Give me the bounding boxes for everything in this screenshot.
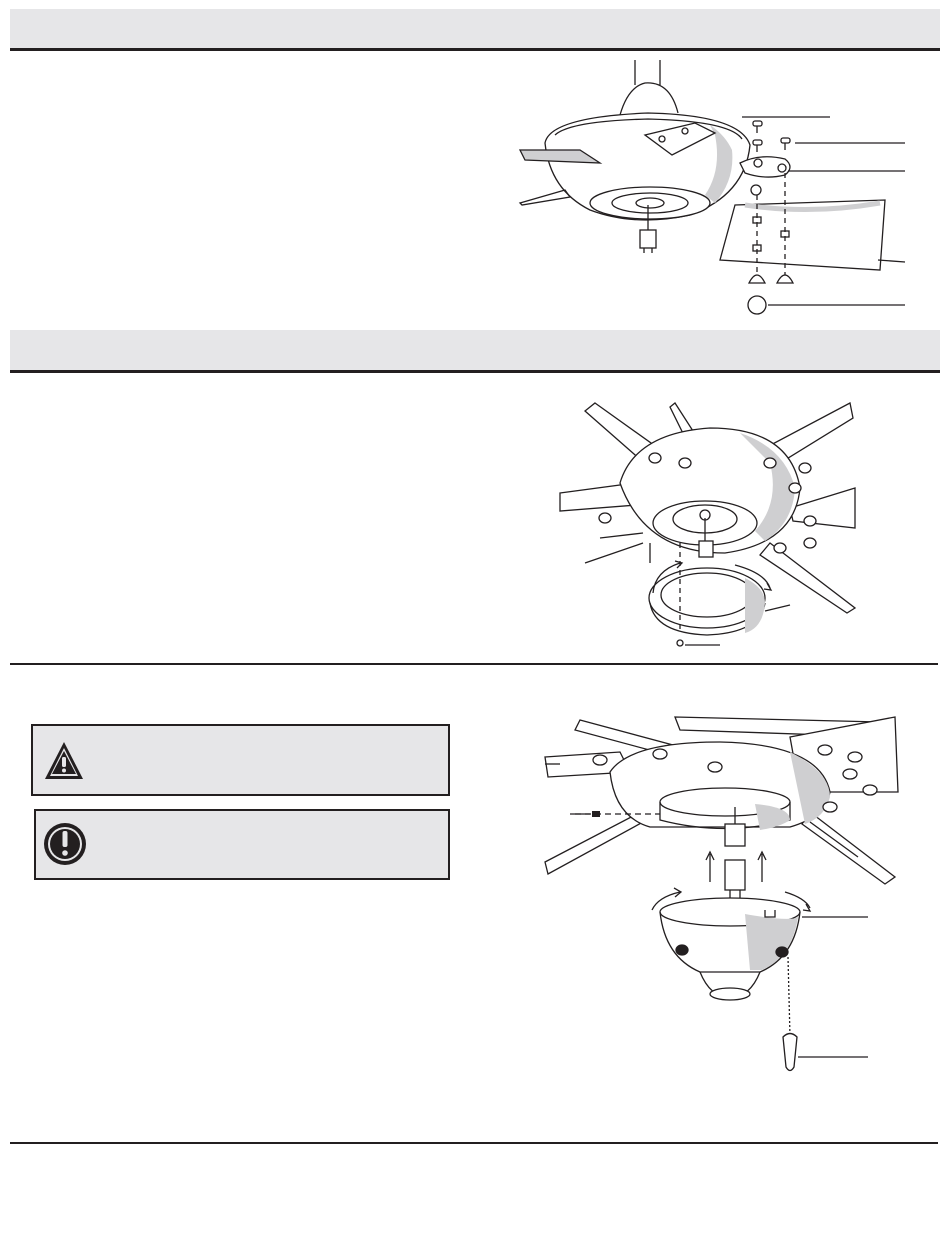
section-1-header-band [10,9,940,51]
section-2-header-band [10,330,940,373]
section-3-bottom-rule [10,1142,938,1144]
caution-notice-box [34,809,450,880]
caution-exclamation-icon [42,821,88,867]
section-3-top-rule [10,663,938,665]
switch-housing-illustration [540,712,900,1077]
warning-triangle-icon [43,740,85,782]
blade-attachment-illustration [510,55,910,325]
warning-notice-box [31,724,450,796]
switch-plate-illustration [555,393,860,653]
